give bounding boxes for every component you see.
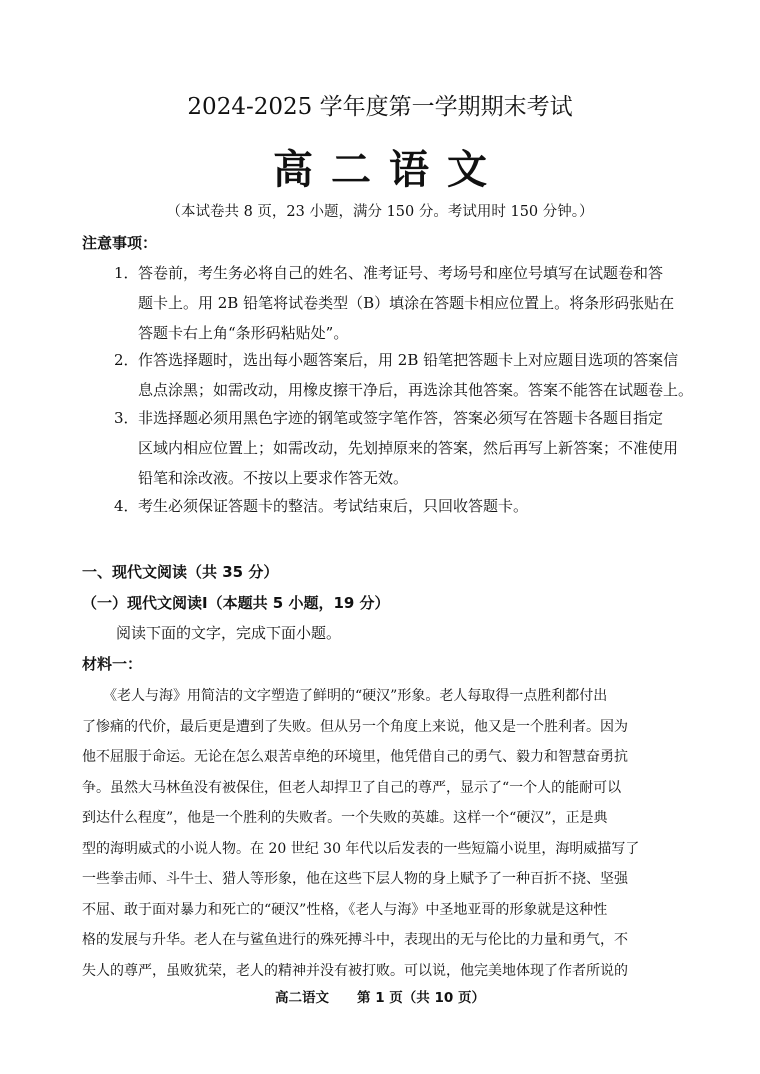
material-label: 材料一： — [82, 655, 143, 673]
notice-line: 区域内相应位置上；如需改动，先划掉原来的答案，然后再写上新答案；不准使用 — [138, 439, 679, 457]
subsection-title: （一）现代文阅读Ⅰ（本题共 5 小题，19 分） — [82, 594, 390, 612]
notice-heading: 注意事项： — [82, 234, 158, 252]
notice-line: 铅笔和涂改液。不按以上要求作答无效。 — [138, 469, 409, 487]
passage-line: 《老人与海》用简洁的文字塑造了鲜明的“硬汉”形象。老人每取得一点胜利都付出 — [82, 688, 608, 704]
notice-item-1 — [114, 258, 675, 348]
subject-title: 高二语文 — [273, 146, 505, 193]
notice-line: 答题卡右上角“条形码粘贴处”。 — [138, 324, 349, 342]
notice-line: 题卡上。用 2B 铅笔将试卷类型（B）填涂在答题卡相应位置上。将条形码张贴在 — [138, 294, 675, 312]
page-footer — [0, 986, 760, 1006]
exam-info: （本试卷共 8 页，23 小题，满分 150 分。考试用时 150 分钟。） — [166, 204, 594, 220]
notice-line: 作答选择题时，选出每小题答案后，用 2B 铅笔把答题卡上对应题目选项的答案信 — [138, 351, 679, 369]
passage-line: 一些拳击师、斗牛士、猎人等形象，他在这些下层人物的身上赋予了一种百折不挠、坚强 — [82, 871, 628, 887]
notice-line: 答卷前，考生务必将自己的姓名、准考证号、考场号和座位号填写在试题卷和答 — [138, 264, 664, 282]
exam-title: 2024-2025 学年度第一学期期末考试 — [187, 94, 573, 120]
passage-line: 他不屈服于命运。无论在怎么艰苦卓绝的环境里，他凭借自己的勇气、毅力和智慧奋勇抗 — [82, 749, 628, 765]
passage-line: 型的海明威式的小说人物。在 20 世纪 30 年代以后发表的一些短篇小说里，海明威描写了 — [82, 840, 640, 857]
notice-item-2 — [114, 345, 694, 405]
notice-line: 考生必须保证答题卡的整洁。考试结束后，只回收答题卡。 — [138, 497, 529, 515]
passage-line: 不屈、敢于面对暴力和死亡的“硬汉”性格，《老人与海》中圣地亚哥的形象就是这种性 — [82, 901, 608, 918]
notice-line: 非选择题必须用黑色字迹的钢笔或签字笔作答，答案必须写在答题卡各题目指定 — [138, 409, 664, 427]
passage-line: 失人的尊严，虽败犹荣，老人的精神并没有被打败。可以说，他完美地体现了作者所说的 — [82, 962, 628, 979]
footer-subject: 高二语文 — [275, 990, 329, 1006]
notice-item-number: 1． — [114, 264, 139, 282]
notice-line: 息点涂黑；如需改动，用橡皮擦干净后，再选涂其他答案。答案不能答在试题卷上。 — [138, 381, 694, 399]
notice-item-4 — [114, 491, 529, 521]
passage-line: 格的发展与升华。老人在与鲨鱼进行的殊死搏斗中，表现出的无与伦比的力量和勇气，不 — [82, 932, 628, 948]
passage — [82, 681, 680, 986]
notice-item-number: 4． — [114, 497, 139, 515]
section-title: 一、现代文阅读（共 35 分） — [82, 563, 279, 581]
read-instruction: 阅读下面的文字，完成下面小题。 — [116, 624, 342, 642]
notice-item-3 — [114, 403, 679, 493]
passage-line: 到达什么程度”，他是一个胜利的失败者。一个失败的英雄。这样一个“硬汉”，正是典 — [82, 810, 608, 826]
footer-page-info: 第 1 页（共 10 页） — [357, 990, 485, 1006]
notice-item-number: 3． — [114, 409, 139, 427]
notice-item-number: 2． — [114, 351, 139, 369]
passage-line: 了惨痛的代价，最后更是遭到了失败。但从另一个角度上来说，他又是一个胜利者。因为 — [82, 718, 628, 735]
passage-line: 争。虽然大马林鱼没有被保住，但老人却捍卫了自己的尊严，显示了“一个人的能耐可以 — [82, 779, 622, 796]
